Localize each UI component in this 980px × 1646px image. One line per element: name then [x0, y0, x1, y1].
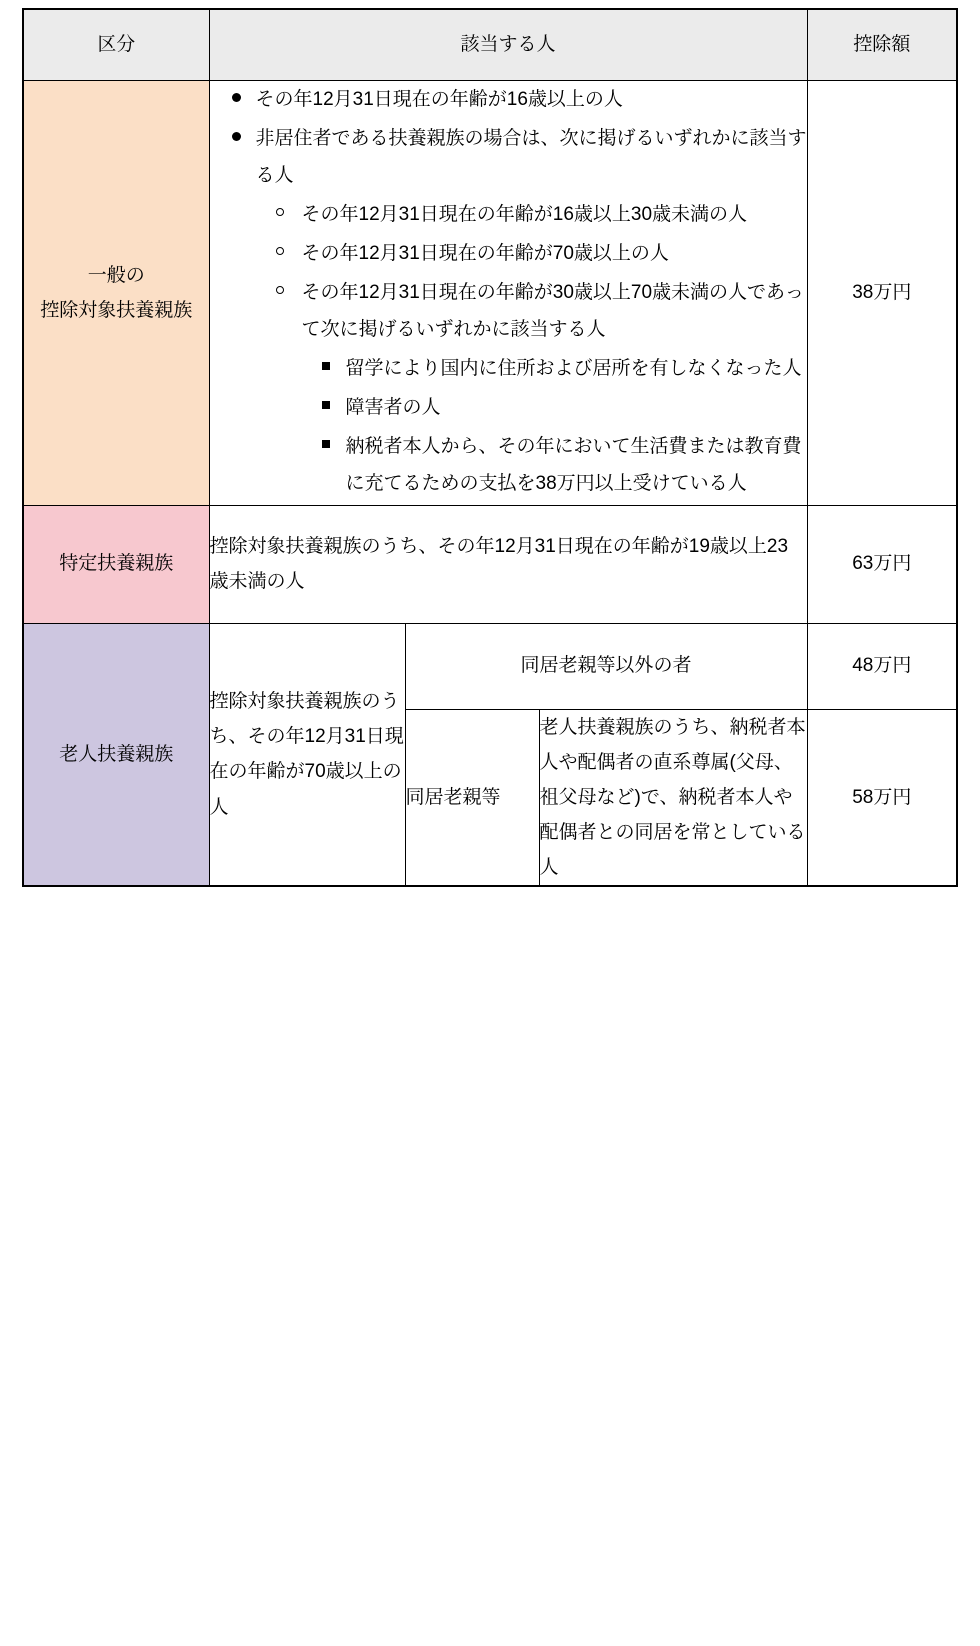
category-general-line1: 一般の: [87, 264, 145, 286]
elder-sub-detail-coresident: 老人扶養親族のうち、納税者本人や配偶者の直系尊属(父母、祖父母など)で、納税者本人や配偶者との同居を常としている人: [539, 709, 807, 886]
general-conditions-cell: [209, 81, 807, 506]
list-item: [256, 235, 807, 272]
header-amount: 控除額: [807, 9, 957, 81]
amount-elder-other: 48万円: [807, 623, 957, 709]
list-item-text: 障害者の人: [345, 397, 441, 419]
bullet-square-icon: [322, 362, 330, 370]
list-item-text: その年12月31日現在の年齢が30歳以上70歳未満の人であって次に掲げるいずれかに該当する人: [301, 282, 804, 341]
list-item-text: その年12月31日現在の年齢が16歳以上30歳未満の人: [301, 204, 748, 226]
bullet-square-icon: [322, 440, 330, 448]
specific-description: 控除対象扶養親族のうち、その年12月31日現在の年齢が19歳以上23歳未満の人: [209, 505, 807, 623]
table-row-specific: [23, 505, 957, 623]
bullet-circle-icon: [276, 286, 284, 294]
elder-description: 控除対象扶養親族のうち、その年12月31日現在の年齢が70歳以上の人: [209, 623, 405, 886]
header-category: 区分: [23, 9, 209, 81]
table-row-general: [23, 81, 957, 506]
list-item: [302, 389, 807, 426]
bullet-circle-icon: [276, 247, 284, 255]
list-item: [302, 428, 807, 502]
list-item: [256, 196, 807, 233]
bullet-circle-icon: [276, 208, 284, 216]
category-specific: 特定扶養親族: [23, 505, 209, 623]
bullet-square-icon: [322, 401, 330, 409]
table-header-row: [23, 9, 957, 81]
list-item-text: その年12月31日現在の年齢が16歳以上の人: [255, 89, 623, 110]
general-bullet-list-level3: [302, 350, 807, 502]
list-item-text: 留学により国内に住所および居所を有しなくなった人: [345, 358, 802, 380]
elder-sub-label-other: 同居老親等以外の者: [405, 623, 807, 709]
list-item: [256, 274, 807, 502]
elder-sub-label-coresident: 同居老親等: [405, 709, 539, 886]
dependent-deduction-table: [22, 8, 958, 887]
category-general: [23, 81, 209, 506]
general-bullet-list-level2: [256, 196, 807, 502]
list-item: [210, 81, 807, 118]
list-item-text: 非居住者である扶養親族の場合は、次に掲げるいずれかに該当する人: [255, 128, 807, 187]
general-bullet-list-level1: [210, 81, 807, 503]
category-elder: 老人扶養親族: [23, 623, 209, 886]
list-item-text: 納税者本人から、その年において生活費または教育費に充てるための支払を38万円以上受けている人: [345, 436, 802, 495]
bullet-disc-icon: [232, 93, 241, 102]
amount-specific: 63万円: [807, 505, 957, 623]
list-item: [210, 120, 807, 502]
header-applies-to: 該当する人: [209, 9, 807, 81]
category-general-line2: 控除対象扶養親族: [40, 299, 193, 321]
list-item: [302, 350, 807, 387]
bullet-disc-icon: [232, 132, 241, 141]
list-item-text: その年12月31日現在の年齢が70歳以上の人: [301, 243, 669, 265]
amount-general: 38万円: [807, 81, 957, 506]
table-row-elder-other: [23, 623, 957, 709]
amount-elder-coresident: 58万円: [807, 709, 957, 886]
